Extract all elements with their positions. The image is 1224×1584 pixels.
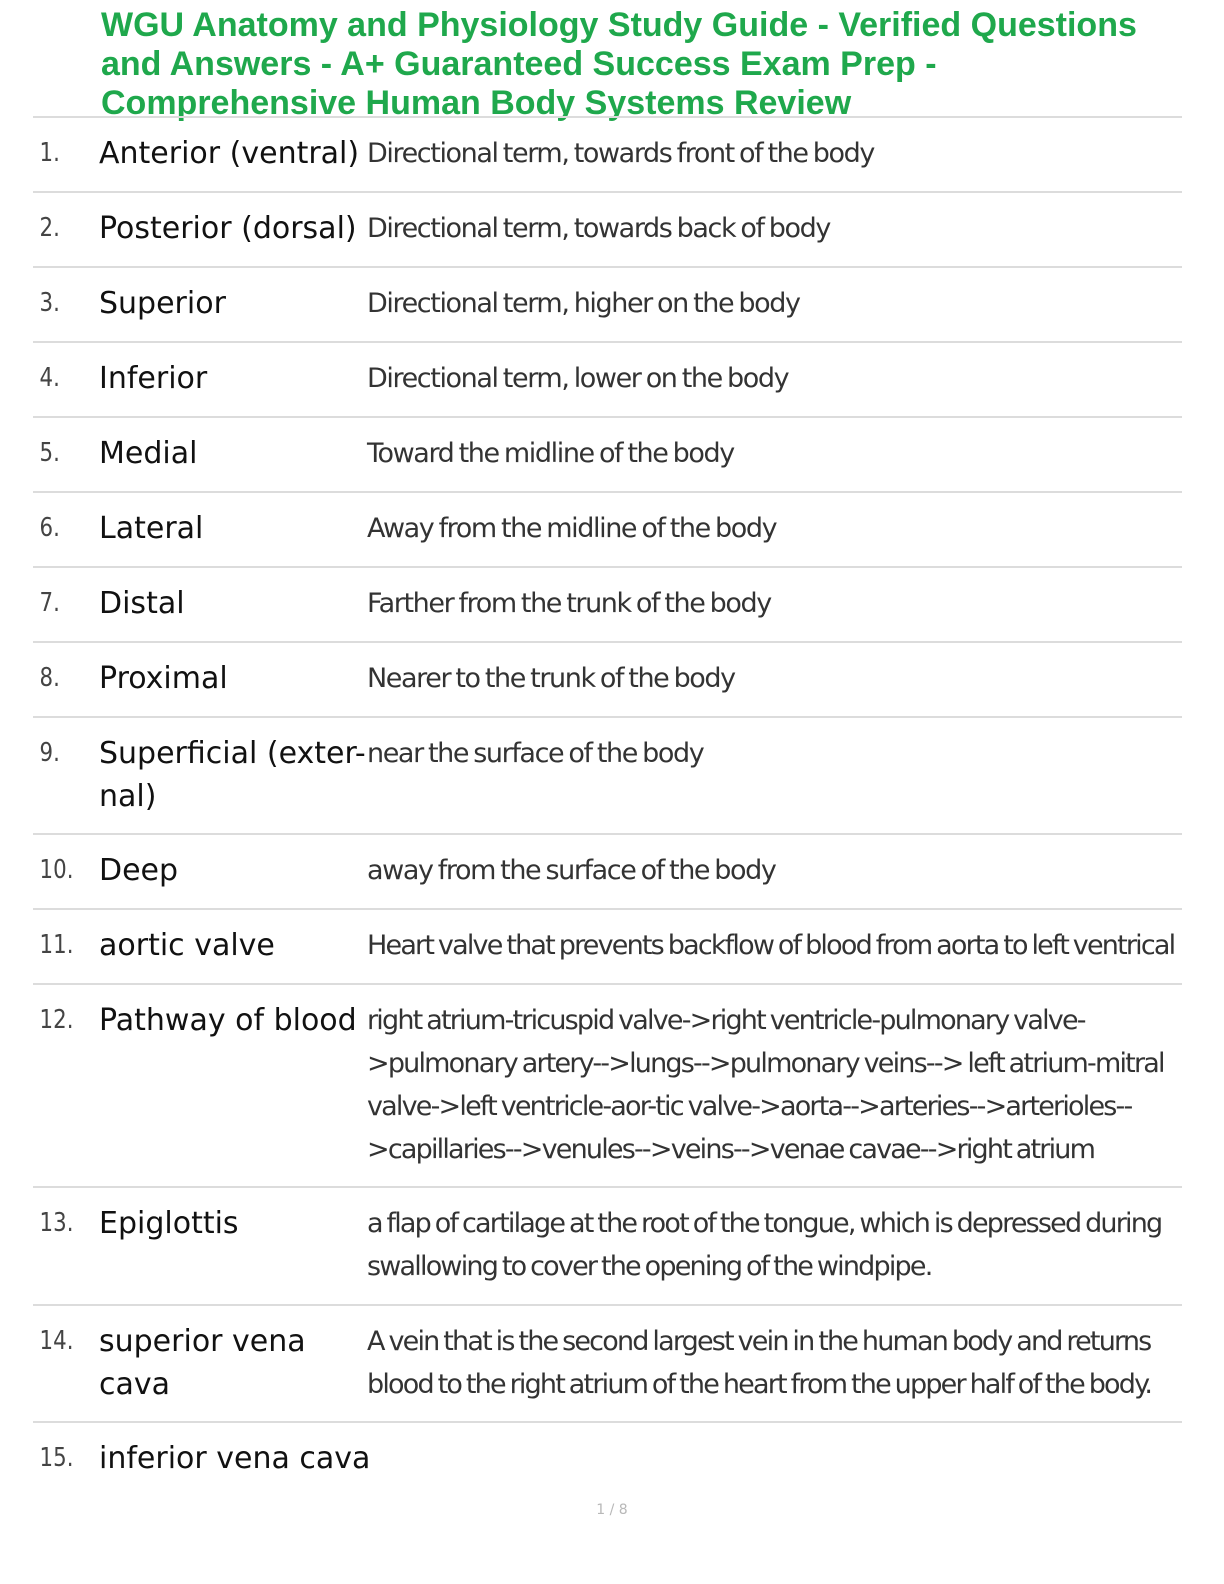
item-term: Proximal <box>99 661 228 696</box>
item-definition: near the surface of the body <box>367 738 704 769</box>
document-title: WGU Anatomy and Physiology Study Guide - Verified Questions and Answers - A+ Guaranteed Success Exam Prep - Comprehensive Human Body Systems Review <box>101 6 1137 122</box>
item-number: 6. <box>39 513 60 543</box>
item-definition: Heart valve that prevents backflow of blood from aorta to left ventrical <box>367 930 1175 961</box>
item-term: Superficial (exter-nal) <box>99 736 366 814</box>
item-definition: right atrium-tricuspid valve->right ventricle-pulmonary valve->pulmonary artery-->lungs-->pulmonary veins--> left atrium-mitral valve->left ventricle-aor-tic valve->aorta-->arteries-->arterioles-->capillaries-->venules-->veins-->venae cavae-->right atrium <box>367 1005 1164 1165</box>
item-definition: Away from the midline of the body <box>367 513 777 544</box>
item-definition: Directional term, higher on the body <box>367 288 800 319</box>
item-term: aortic valve <box>99 928 275 963</box>
item-term: Inferior <box>99 361 208 396</box>
item-term: Pathway of blood <box>99 1003 357 1038</box>
item-number: 10. <box>39 855 74 885</box>
item-definition: Toward the midline of the body <box>367 438 734 469</box>
item-definition: away from the surface of the body <box>367 855 776 886</box>
item-number: 8. <box>39 663 60 693</box>
item-number: 15. <box>39 1443 74 1473</box>
list-item <box>33 835 1182 910</box>
item-term: Medial <box>99 436 198 471</box>
item-number: 7. <box>39 588 60 618</box>
list-item <box>33 568 1182 643</box>
item-definition: Farther from the trunk of the body <box>367 588 771 619</box>
list-item <box>33 193 1182 268</box>
item-term: superior vena cava <box>99 1324 306 1402</box>
list-item <box>33 910 1182 985</box>
item-number: 11. <box>39 930 74 960</box>
item-number: 5. <box>39 438 60 468</box>
item-number: 13. <box>39 1208 74 1238</box>
item-term: Epiglottis <box>99 1206 239 1241</box>
item-definition: Nearer to the trunk of the body <box>367 663 735 694</box>
item-definition: A vein that is the second largest vein in the human body and returns blood to the right atrium of the heart from the upper half of the body. <box>367 1326 1152 1400</box>
page-number: 1 / 8 <box>596 1502 628 1518</box>
list-item <box>33 985 1182 1188</box>
item-number: 2. <box>39 213 60 243</box>
item-definition: Directional term, towards back of body <box>367 213 830 244</box>
item-number: 1. <box>39 138 60 168</box>
item-number: 12. <box>39 1005 74 1035</box>
item-number: 4. <box>39 363 60 393</box>
item-number: 9. <box>39 738 60 768</box>
list-item <box>33 343 1182 418</box>
item-number: 3. <box>39 288 60 318</box>
item-term: Distal <box>99 586 185 621</box>
item-definition: a flap of cartilage at the root of the tongue, which is depressed during swallowing to cover the opening of the windpipe. <box>367 1208 1162 1282</box>
list-item <box>33 493 1182 568</box>
list-item <box>33 1306 1182 1423</box>
item-definition: Directional term, towards front of the body <box>367 138 874 169</box>
list-item <box>33 1188 1182 1306</box>
item-term: Superior <box>99 286 226 321</box>
item-term: Anterior (ventral) <box>99 136 360 171</box>
item-term: Posterior (dorsal) <box>99 211 357 246</box>
flashcard-list <box>33 116 1182 1498</box>
list-item <box>33 643 1182 718</box>
list-item <box>33 418 1182 493</box>
list-item <box>33 718 1182 835</box>
item-number: 14. <box>39 1326 74 1356</box>
list-item <box>33 268 1182 343</box>
item-definition: Directional term, lower on the body <box>367 363 789 394</box>
item-term: Lateral <box>99 511 204 546</box>
item-term: Deep <box>99 853 179 888</box>
item-term: inferior vena cava <box>99 1441 371 1476</box>
list-item <box>33 1423 1182 1498</box>
list-item <box>33 118 1182 193</box>
